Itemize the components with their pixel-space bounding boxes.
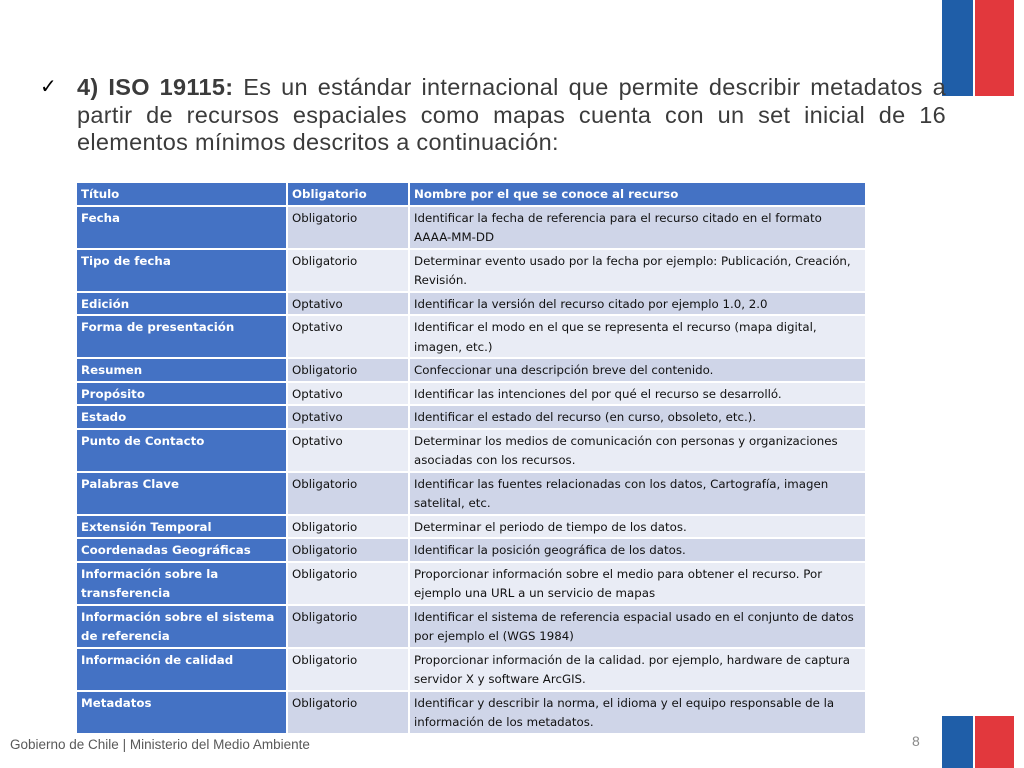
row-description: Identificar la versión del recurso citado por ejemplo 1.0, 2.0: [410, 293, 867, 317]
row-condition: Optativo: [288, 293, 410, 317]
table-row: [77, 250, 867, 293]
row-condition: Optativo: [288, 383, 410, 407]
table-row: [77, 516, 867, 540]
row-condition: Obligatorio: [288, 250, 410, 293]
row-element-name: Fecha: [77, 207, 288, 250]
header-cell-condition: Obligatorio: [288, 183, 410, 207]
row-description: Identificar el sistema de referencia espacial usado en el conjunto de datos por ejemplo el (WGS 1984): [410, 606, 867, 649]
row-element-name: Edición: [77, 293, 288, 317]
table-row: [77, 383, 867, 407]
page-number: 8: [912, 733, 920, 749]
header-cell-element: Título: [77, 183, 288, 207]
row-element-name: Tipo de fecha: [77, 250, 288, 293]
row-description: Determinar los medios de comunicación con personas y organizaciones asociadas con los recursos.: [410, 430, 867, 473]
row-condition: Obligatorio: [288, 563, 410, 606]
table-row: [77, 430, 867, 473]
flag-blue-stripe: [942, 716, 973, 768]
intro-body: Es un estándar internacional que permite describir metadatos a partir de recursos espaciales como mapas cuenta con un set inicial de 16 elementos mínimos descritos a continuación:: [77, 74, 946, 155]
row-condition: Obligatorio: [288, 473, 410, 516]
footer-text: Gobierno de Chile | Ministerio del Medio Ambiente: [10, 737, 310, 752]
intro-lead: 4) ISO 19115:: [77, 74, 234, 100]
table-row: [77, 316, 867, 359]
row-element-name: Información de calidad: [77, 649, 288, 692]
table-row: [77, 563, 867, 606]
row-description: Identificar la posición geográfica de los datos.: [410, 539, 867, 563]
row-element-name: Coordenadas Geográficas: [77, 539, 288, 563]
row-description: Identificar y describir la norma, el idioma y el equipo responsable de la información de los metadatos.: [410, 692, 867, 735]
table-row: [77, 473, 867, 516]
row-condition: Obligatorio: [288, 649, 410, 692]
row-description: Identificar el estado del recurso (en curso, obsoleto, etc.).: [410, 406, 867, 430]
row-condition: Obligatorio: [288, 207, 410, 250]
row-element-name: Punto de Contacto: [77, 430, 288, 473]
row-condition: Obligatorio: [288, 539, 410, 563]
row-condition: Obligatorio: [288, 516, 410, 540]
row-condition: Optativo: [288, 406, 410, 430]
intro-paragraph: [40, 74, 946, 157]
row-description: Proporcionar información sobre el medio para obtener el recurso. Por ejemplo una URL a un servicio de mapas: [410, 563, 867, 606]
row-element-name: Propósito: [77, 383, 288, 407]
table-row: [77, 649, 867, 692]
row-condition: Optativo: [288, 430, 410, 473]
row-description: Identificar las intenciones del por qué el recurso se desarrolló.: [410, 383, 867, 407]
flag-red-stripe: [975, 716, 1014, 768]
flag-blue-stripe: [942, 0, 973, 96]
row-condition: Optativo: [288, 316, 410, 359]
row-element-name: Palabras Clave: [77, 473, 288, 516]
row-element-name: Información sobre la transferencia: [77, 563, 288, 606]
row-element-name: Extensión Temporal: [77, 516, 288, 540]
row-element-name: Estado: [77, 406, 288, 430]
row-description: Identificar el modo en el que se representa el recurso (mapa digital, imagen, etc.): [410, 316, 867, 359]
flag-decoration-bottom: [942, 716, 1014, 768]
row-element-name: Forma de presentación: [77, 316, 288, 359]
header-cell-description: Nombre por el que se conoce al recurso: [410, 183, 867, 207]
intro-text: [77, 74, 946, 157]
row-description: Confeccionar una descripción breve del contenido.: [410, 359, 867, 383]
row-description: Identificar la fecha de referencia para el recurso citado en el formato AAAA-MM-DD: [410, 207, 867, 250]
table-row: [77, 406, 867, 430]
row-description: Proporcionar información de la calidad. por ejemplo, hardware de captura servidor X y software ArcGIS.: [410, 649, 867, 692]
table-row: [77, 359, 867, 383]
row-element-name: Metadatos: [77, 692, 288, 735]
row-description: Identificar las fuentes relacionadas con los datos, Cartografía, imagen satelital, etc.: [410, 473, 867, 516]
row-condition: Obligatorio: [288, 692, 410, 735]
flag-red-stripe: [975, 0, 1014, 96]
flag-decoration-top: [942, 0, 1014, 96]
table-row: [77, 293, 867, 317]
table-row: [77, 207, 867, 250]
row-element-name: Información sobre el sistema de referencia: [77, 606, 288, 649]
table-row: [77, 539, 867, 563]
metadata-table: [77, 183, 867, 735]
row-condition: Obligatorio: [288, 606, 410, 649]
row-element-name: Resumen: [77, 359, 288, 383]
row-condition: Obligatorio: [288, 359, 410, 383]
row-description: Determinar el periodo de tiempo de los datos.: [410, 516, 867, 540]
table-header-row: [77, 183, 867, 207]
checkmark-icon: ✓: [40, 76, 57, 98]
table-row: [77, 692, 867, 735]
table-row: [77, 606, 867, 649]
row-description: Determinar evento usado por la fecha por ejemplo: Publicación, Creación, Revisión.: [410, 250, 867, 293]
